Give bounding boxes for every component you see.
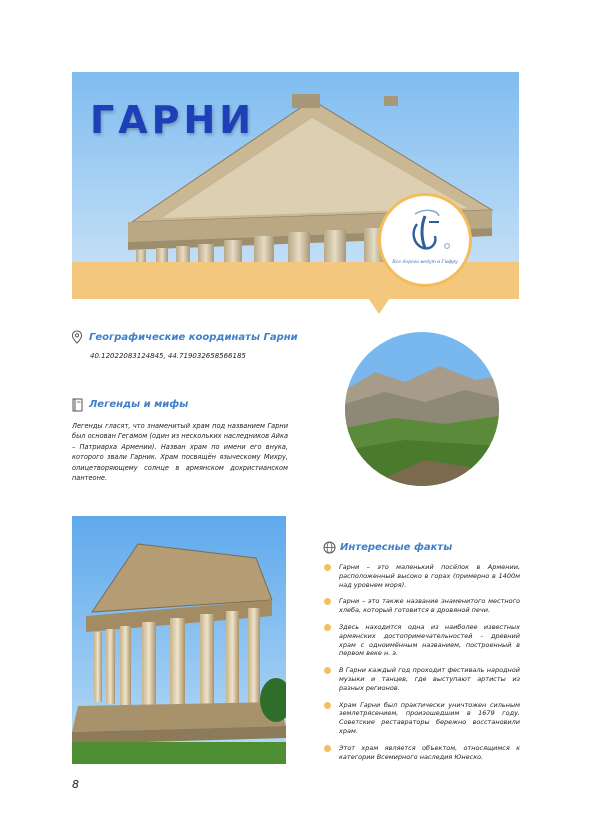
logo-tagline: Все дороги ведут в Гюфру: [392, 260, 458, 265]
fact-item: [324, 597, 520, 615]
logo-emblem-icon: [395, 202, 455, 262]
fact-text: Гарни – это также название знаменитого местного хлеба, который готовится в дровяной печи.: [339, 597, 520, 615]
bullet-dot-icon: [324, 702, 331, 709]
bullet-dot-icon: [324, 667, 331, 674]
globe-icon: [323, 541, 336, 554]
fact-text: Гарни – это маленький посёлок в Армении, расположенный высоко в горах (примерно в 1400м над уровнем моря).: [339, 563, 520, 589]
legends-text: Легенды гласят, что знаменитый храм под названием Гарни был основан Гегамом (один из нескольких наследников Айка – Патриарха Армении). Назван храм по имени его внука, которого звали Гарник. Храм посвящён языческому Михру, олицетворяющему солнце в армянском дохристианском пантеоне.: [72, 422, 288, 483]
fact-item: [324, 563, 520, 589]
bullet-dot-icon: [324, 564, 331, 571]
temple-image: [72, 516, 286, 764]
fact-item: [324, 744, 520, 762]
landscape-circle-photo: [345, 332, 499, 486]
coordinates-heading: Географические координаты Гарни: [89, 332, 298, 343]
bullet-dot-icon: [324, 624, 331, 631]
fact-text: Здесь находится одна из наиболее известных армянских достопримечательностей - древний храм с одноимённым названием, построенный в первом веке н. э.: [339, 622, 520, 658]
facts-list: [324, 563, 520, 769]
fact-item: [324, 666, 520, 692]
bullet-dot-icon: [324, 598, 331, 605]
fact-text: Храм Гарни был практически уничтожен сильным землетрясением, произошедшим в 1679 году. Советские реставраторы бережно восстановили храм.: [339, 700, 520, 735]
page-number: 8: [72, 778, 79, 791]
hero-pointer-triangle: [368, 298, 390, 314]
fact-text: В Гарни каждый год проходит фестиваль народной музыки и танцев, где выступают артисты из разных регионов.: [339, 666, 520, 692]
location-pin-icon: [71, 330, 83, 344]
facts-heading: Интересные факты: [340, 542, 453, 553]
fact-item: [324, 623, 520, 658]
landscape-image: [345, 332, 499, 486]
book-icon: [71, 398, 84, 412]
fact-item: [324, 701, 520, 736]
temple-photo: [72, 516, 286, 764]
page-title: ГАРНИ: [90, 98, 256, 142]
brand-logo: [378, 193, 472, 287]
legends-heading: Легенды и мифы: [89, 399, 189, 410]
fact-text: Этот храм является объектом, относящимся к категории Всемирного наследия Юнеско.: [339, 743, 520, 761]
bullet-dot-icon: [324, 745, 331, 752]
coordinates-value: 40.12022083124845, 44.719032658566185: [90, 352, 246, 360]
